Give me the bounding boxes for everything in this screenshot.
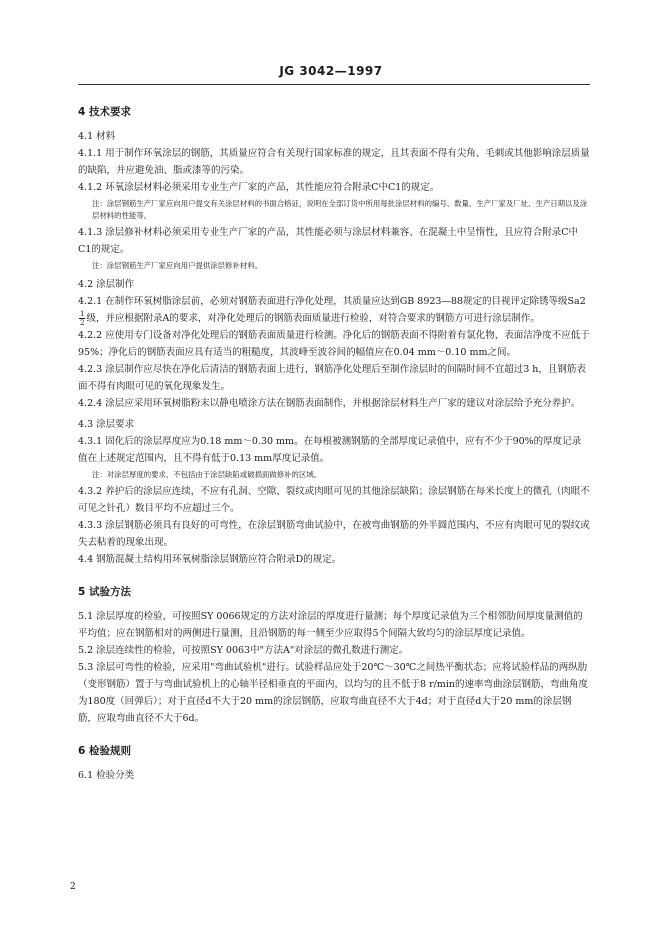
clause-4-3: 4.3 涂层要求 bbox=[78, 419, 135, 430]
document-body bbox=[78, 104, 590, 784]
fraction-denominator: 2 bbox=[80, 319, 85, 327]
clause-4-3-2: 4.3.2 养护后的涂层应连续，不应有孔洞、空隙、裂纹或肉眼可见的其他涂层缺陷；涂层钢筋在每米长度上的微孔（肉眼不可见之针孔）数目平均不应超过三个。 bbox=[78, 486, 590, 514]
clause-4-1: 4.1 材料 bbox=[78, 131, 116, 142]
note-4-3-1: 注：对涂层厚度的要求，不包括由于涂层缺陷或破损面做修补的区域。 bbox=[92, 470, 322, 479]
clause-4-3-3: 4.3.3 涂层钢筋必须具有良好的可弯性，在涂层钢筋弯曲试验中，在被弯曲钢筋的外半圆范围内，不应有肉眼可见的裂纹或失去粘着的现象出现。 bbox=[78, 520, 590, 548]
clause-4-4: 4.4 钢筋混凝土结构用环氧树脂涂层钢筋应符合附录D的规定。 bbox=[78, 554, 342, 565]
clause-4-2-1-text-a: 4.2.1 在制作环氧树脂涂层前，必须对钢筋表面进行净化处理，其质量应达到GB 8923—88规定的目视评定除锈等级Sa2 bbox=[78, 296, 586, 307]
clause-4-2-2: 4.2.2 应使用专门设备对净化处理后的钢筋表面质量进行检测。净化后的钢筋表面不得附着有氯化物，表面洁净度不应低于95%；净化后的钢筋表面应具有适当的粗糙度，其波峰至波谷间的幅值应在0.04 mm～0.10 mm之间。 bbox=[78, 330, 590, 358]
note-4-1-3: 注：涂层钢筋生产厂家应向用户提供涂层修补材料。 bbox=[92, 261, 262, 270]
fraction-numerator: 1 bbox=[80, 310, 85, 318]
clause-4-1-2: 4.1.2 环氧涂层材料必须采用专业生产厂家的产品，其性能应符合附录C中C1的规定。 bbox=[78, 182, 440, 193]
clause-4-2-4: 4.2.4 涂层应采用环氧树脂粉末以静电喷涂方法在钢筋表面制作，并根据涂层材料生产厂家的建议对涂层给予充分养护。 bbox=[78, 398, 581, 409]
section-6-title: 6 检验规则 bbox=[78, 745, 131, 757]
clause-5-2: 5.2 涂层连续性的检验，可按照SY 0063中"方法A"对涂层的微孔数进行测定。 bbox=[78, 645, 409, 656]
section-5-title: 5 试验方法 bbox=[78, 586, 131, 598]
clause-5-3: 5.3 涂层可弯性的检验，应采用"弯曲试验机"进行。试验样品应处于20℃～30℃之间热平衡状态；应将试验样品的两纵肋（变形钢筋）置于与弯曲试验机上的心轴半径相垂直的平面内，以均匀的且不低于8 r/min的速率弯曲涂层钢筋，弯曲角度为180度（回弹后）；对于直径d不大于20 mm的涂层钢筋，应取弯曲直径不大于4d；对于直径d大于20 mm的涂层钢筋，应取弯曲直径不大于6d。 bbox=[78, 662, 588, 724]
clause-4-1-3: 4.1.3 涂层修补材料必须采用专业生产厂家的产品，其性能必须与涂层材料兼容、在混凝土中呈惰性，且应符合附录C中C1的规定。 bbox=[78, 227, 578, 255]
note-4-1-2: 注：涂层钢筋生产厂家应向用户提交有关涂层材料的书面合格证，说明在全部订货中所用每批涂层材料的编号、数量、生产厂家及厂址、生产日期以及涂层材料的性能等。 bbox=[92, 199, 588, 220]
clause-4-2: 4.2 涂层制作 bbox=[78, 279, 135, 290]
page-number: 2 bbox=[70, 882, 76, 892]
document-header-code: JG 3042—1997 bbox=[279, 64, 383, 78]
clause-4-1-1: 4.1.1 用于制作环氧涂层的钢筋，其质量应符合有关现行国家标准的规定，且其表面不得有尖角、毛刺或其他影响涂层质量的缺陷，并应避免油、脂或漆等的污染。 bbox=[78, 148, 590, 176]
section-4-title: 4 技术要求 bbox=[78, 106, 131, 118]
fraction-one-half bbox=[79, 310, 85, 327]
clause-4-3-1: 4.3.1 固化后的涂层厚度应为0.18 mm～0.30 mm。在每根被测钢筋的全部厚度记录值中，应有不少于90%的厚度记录值在上述规定范围内，且不得有低于0.13 mm厚度记录值。 bbox=[78, 436, 582, 464]
header-divider bbox=[78, 84, 590, 85]
clause-6-1: 6.1 检验分类 bbox=[78, 770, 135, 781]
clause-4-2-1-text-b: 级，并应根据附录A的要求，对净化处理后的钢筋表面质量进行检验，对符合要求的钢筋方可进行涂层制作。 bbox=[86, 313, 540, 324]
clause-4-2-1 bbox=[78, 293, 590, 327]
clause-5-1: 5.1 涂层厚度的检验，可按照SY 0066规定的方法对涂层的厚度进行量测；每个厚度记录值为三个相邻肋间厚度量测值的平均值；应在钢筋相对的两侧进行量测，且沿钢筋的每一侧至少应取得5个间隔大致均匀的涂层厚度记录值。 bbox=[78, 611, 583, 639]
clause-4-2-3: 4.2.3 涂层制作应尽快在净化后清洁的钢筋表面上进行，钢筋净化处理后至制作涂层时的间隔时间不宜超过3 h，且钢筋表面不得有肉眼可见的氧化现象发生。 bbox=[78, 364, 586, 392]
